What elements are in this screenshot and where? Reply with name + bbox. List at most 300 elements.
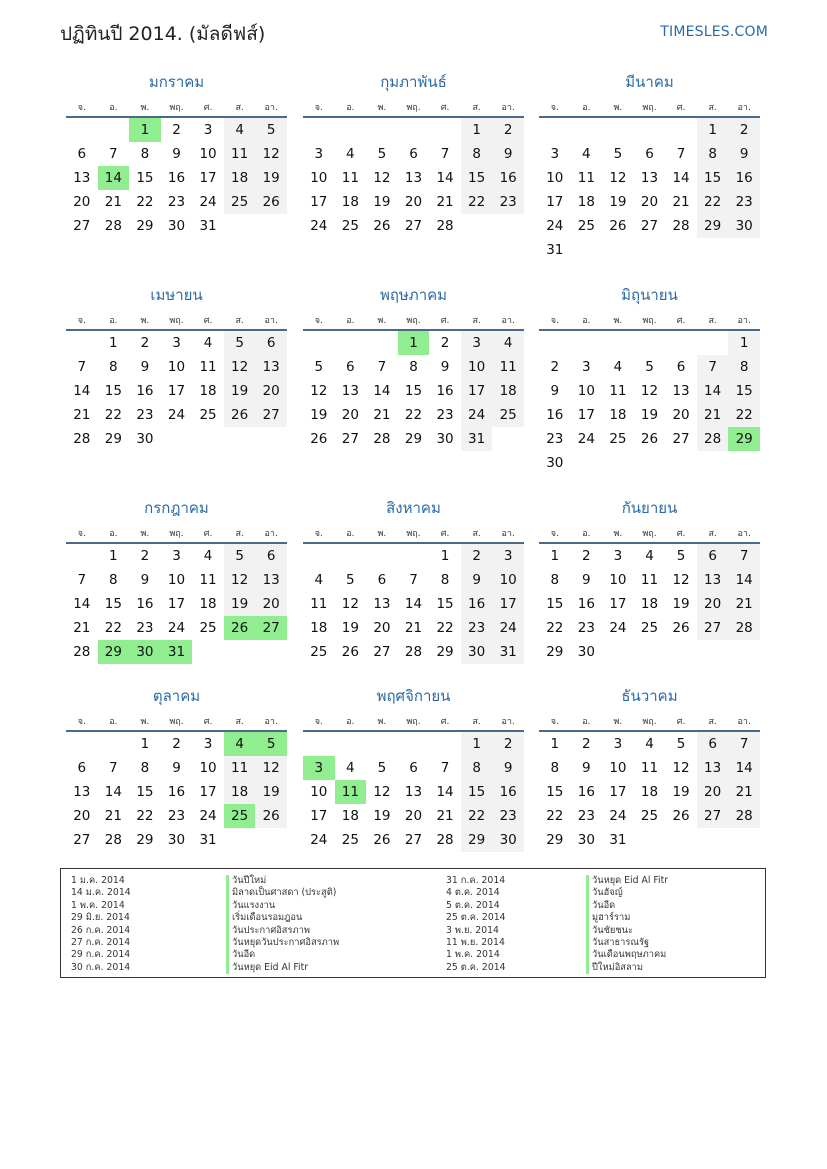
day-cell: 4 — [645, 736, 654, 752]
day-cell: 5 — [314, 359, 324, 375]
day-cell: 16 — [492, 780, 524, 804]
holiday-date: 29 มิ.ย. 2014 — [71, 912, 130, 924]
weekday-label: พ. — [377, 103, 387, 113]
day-cell: 18 — [341, 194, 359, 210]
day-cell: 21 — [697, 403, 729, 427]
day-cell: 3 — [550, 146, 560, 162]
weekday-label: จ. — [77, 529, 86, 539]
day-cell: 22 — [136, 194, 154, 210]
day-cell: 8 — [409, 359, 418, 375]
weekday-label: พ. — [140, 316, 150, 326]
day-cell: 3 — [203, 122, 213, 138]
day-cell: 2 — [140, 335, 150, 351]
weekday-label: อ. — [346, 103, 355, 113]
day-cell: 1 — [461, 732, 493, 756]
day-cell: 20 — [73, 194, 91, 210]
day-cell: 1 — [398, 331, 430, 355]
day-cell: 30 — [167, 218, 186, 234]
holiday-name: ปีใหม่อิสลาม — [586, 962, 668, 974]
day-cell: 24 — [310, 832, 328, 848]
day-cell: 17 — [199, 170, 217, 186]
day-cell: 21 — [73, 407, 91, 423]
weekday-label: พ. — [613, 103, 623, 113]
day-cell: 5 — [255, 732, 287, 756]
day-cell: 17 — [546, 194, 564, 210]
day-cell: 2 — [492, 732, 524, 756]
day-cell: 15 — [546, 784, 564, 800]
day-cell: 15 — [136, 170, 154, 186]
weekday-label: พฤ. — [169, 529, 184, 539]
holiday-dates-right — [446, 875, 506, 974]
day-cell: 13 — [404, 784, 423, 800]
weekday-label: ส. — [235, 103, 244, 113]
day-cell: 11 — [224, 756, 256, 780]
day-cell: 3 — [172, 548, 181, 564]
day-cell: 8 — [140, 760, 150, 776]
day-cell: 12 — [672, 572, 690, 588]
day-cell: 29 — [404, 431, 423, 447]
day-cell: 10 — [167, 359, 186, 375]
day-cell: 14 — [404, 596, 423, 612]
day-cell: 11 — [199, 359, 217, 375]
day-cell: 26 — [672, 620, 690, 636]
weekday-label: ส. — [235, 316, 244, 326]
weekday-label: อ. — [109, 316, 118, 326]
day-cell: 5 — [224, 331, 256, 355]
weekday-label: อา. — [264, 717, 278, 727]
day-cell: 13 — [73, 784, 91, 800]
day-cell: 31 — [161, 640, 193, 664]
day-cell: 29 — [461, 828, 493, 852]
day-cell: 26 — [373, 832, 391, 848]
weekday-label: ศ. — [440, 103, 450, 113]
day-cell: 4 — [582, 146, 591, 162]
day-cell: 6 — [77, 146, 87, 162]
weekday-label: อา. — [501, 529, 515, 539]
day-cell: 11 — [492, 355, 524, 379]
day-cell: 20 — [640, 194, 659, 210]
holiday-date: 1 ม.ค. 2014 — [71, 875, 125, 886]
day-cell: 4 — [314, 572, 324, 588]
day-cell: 13 — [73, 170, 91, 186]
weekday-header — [539, 313, 760, 331]
day-cell: 25 — [341, 218, 359, 234]
day-cell: 6 — [676, 359, 686, 375]
day-cell: 31 — [609, 832, 627, 848]
day-cell: 29 — [728, 427, 760, 451]
day-cell: 10 — [546, 170, 564, 186]
weekday-label: พ. — [140, 529, 150, 539]
day-cell: 9 — [550, 383, 560, 399]
weekday-label: ส. — [235, 717, 244, 727]
day-cell: 7 — [728, 544, 760, 568]
day-cell: 19 — [373, 194, 391, 210]
day-cell: 8 — [697, 142, 729, 166]
holiday-name: วันเดือนพฤษภาคม — [586, 949, 668, 961]
day-cell: 25 — [640, 620, 659, 636]
day-cell: 28 — [104, 218, 122, 234]
day-cell: 27 — [255, 403, 287, 427]
weekday-label: ส. — [472, 717, 481, 727]
holiday-date: 27 ก.ค. 2014 — [71, 936, 131, 948]
day-cell: 9 — [582, 572, 591, 588]
day-cell: 27 — [73, 218, 91, 234]
holiday-name: วันฮัจญ์ — [586, 887, 668, 899]
holiday-list — [60, 868, 766, 978]
day-cell: 9 — [172, 146, 181, 162]
day-cell: 19 — [341, 620, 359, 636]
page-title: ปฏิทินปี 2014. (มัลดีฟส์) — [60, 23, 266, 45]
day-cell: 2 — [492, 118, 524, 142]
day-cell: 17 — [577, 407, 595, 423]
day-cell: 29 — [136, 832, 154, 848]
day-cell: 20 — [672, 407, 690, 423]
day-cell: 28 — [697, 427, 729, 451]
weekday-label: จ. — [314, 717, 323, 727]
day-cell: 6 — [255, 331, 287, 355]
day-cell: 3 — [203, 736, 213, 752]
weekday-label: อา. — [264, 529, 278, 539]
holiday-name: วันหยุดวันประกาศอิสรภาพ — [226, 937, 339, 949]
day-cell: 2 — [172, 122, 181, 138]
day-cell: 14 — [98, 166, 130, 190]
day-cell: 28 — [728, 804, 760, 828]
day-cell: 24 — [609, 620, 627, 636]
weekday-label: ส. — [708, 103, 717, 113]
day-cell: 31 — [546, 242, 564, 258]
weekday-label: จ. — [550, 717, 559, 727]
day-cell: 16 — [436, 383, 454, 399]
day-cell: 31 — [461, 427, 493, 451]
holiday-dates-left — [71, 875, 131, 974]
day-cell: 12 — [224, 355, 256, 379]
day-cell: 3 — [314, 146, 324, 162]
day-cell: 29 — [136, 218, 154, 234]
day-cell: 18 — [341, 808, 359, 824]
day-cell: 14 — [672, 170, 690, 186]
day-cell: 30 — [167, 832, 186, 848]
holiday-date: 30 ก.ค. 2014 — [71, 961, 131, 973]
holiday-date: 26 ก.ค. 2014 — [71, 924, 131, 936]
weekday-label: อ. — [582, 717, 591, 727]
day-cell: 19 — [224, 379, 256, 403]
day-cell: 13 — [640, 170, 659, 186]
day-cell: 23 — [492, 190, 524, 214]
day-cell: 6 — [409, 146, 418, 162]
weekday-label: พ. — [377, 529, 387, 539]
day-cell: 18 — [199, 383, 217, 399]
day-cell: 15 — [461, 166, 493, 190]
day-cell: 19 — [255, 780, 287, 804]
day-cell: 23 — [167, 808, 186, 824]
day-cell: 25 — [310, 644, 328, 660]
day-cell: 21 — [436, 808, 454, 824]
day-cell: 8 — [109, 359, 118, 375]
day-cell: 17 — [492, 592, 524, 616]
weekday-label: อา. — [501, 316, 515, 326]
day-cell: 18 — [492, 379, 524, 403]
day-cell: 2 — [440, 335, 450, 351]
day-cell: 21 — [436, 194, 454, 210]
day-cell: 6 — [697, 732, 729, 756]
holiday-date: 25 ต.ค. 2014 — [446, 961, 506, 973]
weekday-label: ศ. — [203, 529, 213, 539]
day-cell: 5 — [676, 548, 686, 564]
day-cell: 17 — [310, 194, 328, 210]
day-cell: 10 — [609, 760, 627, 776]
day-cell: 11 — [640, 760, 659, 776]
weekday-label: พฤ. — [642, 103, 657, 113]
day-cell: 25 — [492, 403, 524, 427]
holiday-name: วันชัยชนะ — [586, 925, 668, 937]
day-cell: 6 — [255, 544, 287, 568]
day-cell: 16 — [167, 784, 186, 800]
weekday-label: จ. — [314, 316, 323, 326]
day-cell: 3 — [613, 548, 623, 564]
weekday-label: จ. — [77, 316, 86, 326]
day-cell: 6 — [645, 146, 654, 162]
day-cell: 26 — [373, 218, 391, 234]
day-cell: 1 — [140, 736, 150, 752]
day-cell: 11 — [577, 170, 595, 186]
day-cell: 30 — [546, 455, 564, 471]
day-cell: 22 — [461, 804, 493, 828]
weekday-header — [303, 714, 524, 732]
day-cell: 10 — [492, 568, 524, 592]
day-cell: 21 — [672, 194, 690, 210]
day-cell: 27 — [697, 616, 729, 640]
day-cell: 22 — [104, 407, 122, 423]
day-cell: 13 — [255, 355, 287, 379]
weekday-label: พฤ. — [406, 316, 421, 326]
day-cell: 26 — [224, 616, 256, 640]
day-cell: 28 — [404, 644, 423, 660]
weekday-label: อ. — [346, 529, 355, 539]
day-cell: 1 — [728, 331, 760, 355]
day-cell: 26 — [255, 190, 287, 214]
day-cell: 31 — [199, 218, 217, 234]
month-name: เมษายน — [150, 286, 203, 304]
holiday-name: วันปีใหม่ — [226, 875, 339, 887]
day-cell: 28 — [672, 218, 690, 234]
weekday-label: อ. — [109, 717, 118, 727]
day-cell: 19 — [310, 407, 328, 423]
weekday-label: พ. — [140, 103, 150, 113]
day-cell: 11 — [335, 780, 367, 804]
weekday-label: อา. — [501, 103, 515, 113]
weekday-label: ส. — [472, 316, 481, 326]
day-cell: 23 — [436, 407, 454, 423]
day-cell: 8 — [550, 572, 560, 588]
day-cell: 16 — [728, 166, 760, 190]
day-cell: 25 — [199, 407, 217, 423]
day-cell: 26 — [341, 644, 359, 660]
weekday-label: อ. — [582, 529, 591, 539]
weekday-label: พฤ. — [169, 316, 184, 326]
day-cell: 19 — [609, 194, 627, 210]
day-cell: 14 — [436, 170, 454, 186]
day-cell: 23 — [461, 616, 493, 640]
weekday-header — [539, 526, 760, 544]
day-cell: 3 — [172, 335, 181, 351]
month-name: ธันวาคม — [621, 687, 678, 705]
day-cell: 18 — [609, 407, 627, 423]
day-cell: 2 — [172, 736, 181, 752]
day-cell: 4 — [224, 118, 256, 142]
weekday-label: ศ. — [440, 717, 450, 727]
weekday-label: อา. — [501, 717, 515, 727]
day-cell: 12 — [373, 170, 391, 186]
day-cell: 16 — [461, 592, 493, 616]
day-cell: 14 — [73, 596, 91, 612]
day-cell: 7 — [109, 760, 118, 776]
day-cell: 14 — [728, 756, 760, 780]
holiday-names-right — [586, 875, 668, 974]
day-cell: 20 — [697, 592, 729, 616]
day-cell: 22 — [546, 808, 564, 824]
holiday-date: 14 ม.ค. 2014 — [71, 887, 131, 899]
day-cell: 12 — [672, 760, 690, 776]
day-cell: 27 — [373, 644, 391, 660]
day-cell: 16 — [492, 166, 524, 190]
day-cell: 25 — [609, 431, 627, 447]
day-cell: 22 — [104, 620, 122, 636]
day-cell: 15 — [404, 383, 423, 399]
weekday-label: อา. — [264, 103, 278, 113]
day-cell: 30 — [492, 828, 524, 852]
day-cell: 26 — [640, 431, 659, 447]
weekday-label: อ. — [346, 717, 355, 727]
day-cell: 15 — [104, 383, 122, 399]
month-name: ตุลาคม — [152, 687, 201, 705]
day-cell: 21 — [104, 808, 122, 824]
holiday-names-left — [226, 875, 339, 974]
day-cell: 21 — [404, 620, 423, 636]
day-cell: 9 — [172, 760, 181, 776]
day-cell: 12 — [341, 596, 359, 612]
day-cell: 28 — [373, 431, 391, 447]
day-cell: 30 — [136, 431, 154, 447]
month-name: พฤศจิกายน — [376, 687, 451, 705]
day-cell: 27 — [255, 616, 287, 640]
day-cell: 1 — [461, 118, 493, 142]
holiday-date: 5 ต.ค. 2014 — [446, 899, 500, 911]
holiday-name: มูฮาร์ราม — [586, 912, 668, 924]
day-cell: 20 — [404, 194, 423, 210]
day-cell: 19 — [640, 407, 659, 423]
day-cell: 5 — [224, 544, 256, 568]
day-cell: 20 — [697, 780, 729, 804]
day-cell: 8 — [109, 572, 118, 588]
day-cell: 9 — [461, 568, 493, 592]
day-cell: 9 — [140, 359, 150, 375]
day-cell: 24 — [167, 620, 186, 636]
day-cell: 8 — [461, 142, 493, 166]
day-cell: 6 — [77, 760, 87, 776]
holiday-name: วันหยุด Eid Al Fitr — [586, 875, 668, 887]
weekday-label: อา. — [737, 316, 751, 326]
day-cell: 16 — [577, 784, 595, 800]
day-cell: 17 — [199, 784, 217, 800]
day-cell: 15 — [104, 596, 122, 612]
day-cell: 1 — [697, 118, 729, 142]
month-name: มีนาคม — [625, 73, 674, 91]
day-cell: 13 — [697, 568, 729, 592]
site-link[interactable]: TIMESLES.COM — [660, 24, 768, 40]
weekday-label: ศ. — [203, 717, 213, 727]
weekday-label: ส. — [708, 316, 717, 326]
day-cell: 7 — [440, 760, 450, 776]
day-cell: 18 — [199, 596, 217, 612]
day-cell: 15 — [728, 379, 760, 403]
day-cell: 28 — [73, 431, 91, 447]
day-cell: 21 — [104, 194, 122, 210]
day-cell: 9 — [492, 142, 524, 166]
weekday-header — [66, 526, 287, 544]
day-cell: 7 — [440, 146, 450, 162]
month-name: สิงหาคม — [386, 499, 441, 517]
day-cell: 9 — [728, 142, 760, 166]
day-cell: 1 — [550, 548, 560, 564]
weekday-label: ส. — [472, 103, 481, 113]
day-cell: 4 — [346, 760, 355, 776]
day-cell: 3 — [492, 544, 524, 568]
day-cell: 23 — [136, 620, 154, 636]
day-cell: 4 — [203, 548, 213, 564]
day-cell: 22 — [546, 620, 564, 636]
day-cell: 24 — [546, 218, 564, 234]
month-name: กุมภาพันธ์ — [380, 73, 447, 91]
day-cell: 7 — [697, 355, 729, 379]
weekday-label: จ. — [314, 529, 323, 539]
holiday-name: วันอีด — [226, 949, 339, 961]
day-cell: 21 — [728, 780, 760, 804]
day-cell: 1 — [129, 118, 161, 142]
holiday-date: 3 พ.ย. 2014 — [446, 924, 499, 936]
day-cell: 10 — [310, 784, 328, 800]
weekday-label: อา. — [737, 103, 751, 113]
day-cell: 9 — [582, 760, 591, 776]
day-cell: 13 — [373, 596, 391, 612]
day-cell: 24 — [577, 431, 595, 447]
day-cell: 17 — [461, 379, 493, 403]
weekday-label: พฤ. — [406, 717, 421, 727]
day-cell: 23 — [136, 407, 154, 423]
day-cell: 8 — [440, 572, 450, 588]
weekday-label: ศ. — [676, 529, 686, 539]
holiday-date: 1 พ.ค. 2014 — [71, 899, 125, 911]
day-cell: 25 — [577, 218, 595, 234]
day-cell: 20 — [73, 808, 91, 824]
weekday-label: ศ. — [203, 103, 213, 113]
weekday-label: อ. — [109, 529, 118, 539]
day-cell: 11 — [199, 572, 217, 588]
day-cell: 25 — [224, 804, 256, 828]
weekday-label: ศ. — [676, 717, 686, 727]
day-cell: 30 — [129, 640, 161, 664]
day-cell: 28 — [728, 616, 760, 640]
weekday-label: พฤ. — [642, 316, 657, 326]
day-cell: 20 — [404, 808, 423, 824]
day-cell: 22 — [697, 190, 729, 214]
day-cell: 1 — [550, 736, 560, 752]
day-cell: 4 — [492, 331, 524, 355]
weekday-header — [66, 313, 287, 331]
day-cell: 15 — [546, 596, 564, 612]
weekday-label: อ. — [582, 316, 591, 326]
weekday-label: อ. — [109, 103, 118, 113]
day-cell: 12 — [310, 383, 328, 399]
